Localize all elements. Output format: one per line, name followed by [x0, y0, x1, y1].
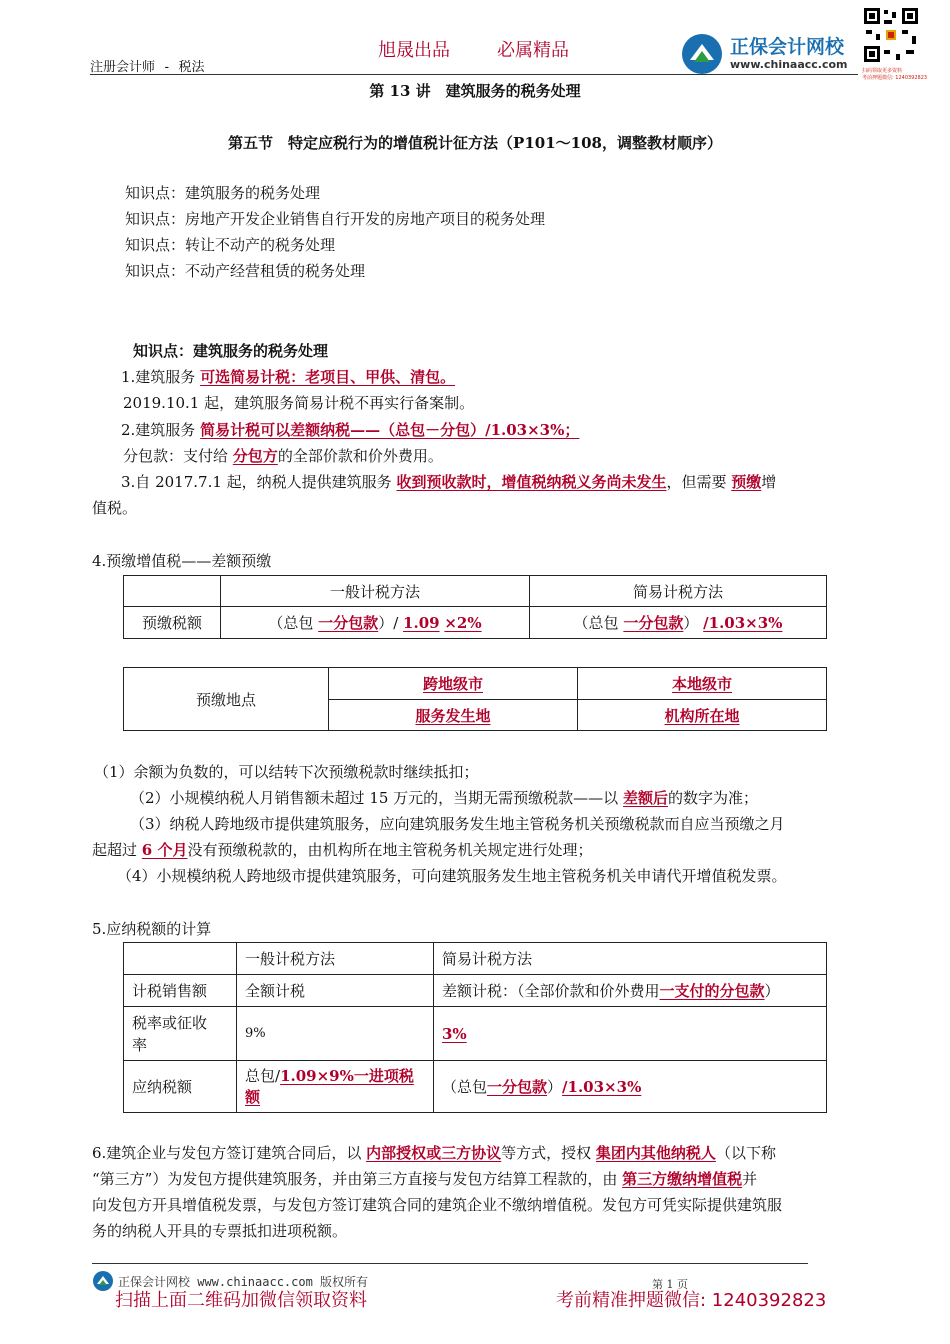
para-6-line-3: 向发包方开具增值税发票，与发包方签订建筑合同的建筑企业不缴纳增值税。发包方可凭实际提供建筑服	[92, 1196, 783, 1214]
brand-name: 正保会计网校	[730, 36, 845, 58]
para-1b: 2019.10.1 起，建筑服务简易计税不再实行备案制。	[123, 394, 475, 412]
table-cell	[578, 700, 827, 731]
prepay-location-table	[123, 667, 827, 731]
cell-highlight: 机构所在地	[664, 706, 740, 725]
para-6-highlight-1: 内部授权或三方协议	[366, 1144, 502, 1162]
para-4	[121, 472, 776, 492]
cell-highlight: /1.03×3%	[703, 614, 783, 632]
cell-text: 税率或征收	[132, 1013, 208, 1032]
table-row-label: 应纳税额	[124, 1061, 237, 1113]
kp-heading: 知识点：建筑服务的税务处理	[133, 342, 329, 360]
para-1-highlight: 可选简易计税：老项目、甲供、清包。	[200, 368, 456, 386]
table-row-label: 预缴税额	[124, 607, 221, 639]
para-2-text: 2.建筑服务	[121, 421, 196, 439]
para-6-line-2	[92, 1169, 757, 1189]
note-2-highlight: 差额后	[622, 789, 668, 807]
note-3-cont	[92, 840, 592, 860]
cell-highlight: ×2%	[444, 614, 482, 632]
table-cell	[434, 1061, 827, 1113]
prepay-amount-table	[123, 575, 827, 639]
table-cell	[221, 607, 530, 639]
footer-promo-right: 考前精准押题微信: 1240392823	[556, 1290, 827, 1311]
cell-highlight: 本地级市	[671, 675, 732, 693]
note-4: （4）小规模纳税人跨地级市提供建筑服务，可向建筑服务发生地主管税务机关申请代开增值税发票。	[117, 867, 787, 885]
para-4-highlight-1: 收到预收款时，增值税纳税义务尚未发生	[396, 473, 667, 491]
footer-rule	[92, 1263, 808, 1264]
footer-page-number: 第 1 页	[652, 1278, 688, 1291]
table-header: 一般计税方法	[221, 576, 530, 607]
footer-promo-left: 扫描上面二维码加微信领取资料	[115, 1290, 367, 1311]
cell-text: ）/	[378, 614, 399, 632]
table-row-label: 预缴地点	[124, 668, 329, 731]
footer-copyright: 正保会计网校 www.chinaacc.com 版权所有	[118, 1275, 369, 1289]
table-cell: 9%	[237, 1007, 434, 1061]
cell-highlight: /1.03×3%	[562, 1078, 642, 1096]
para-2-highlight: 简易计税可以差额纳税——（总包－分包）/1.03×3%；	[200, 421, 580, 439]
table-cell	[237, 1061, 434, 1113]
cell-highlight: 跨地级市	[422, 675, 483, 693]
cell-highlight: 一支付的分包款	[659, 982, 765, 1000]
section-4-title: 4.预缴增值税——差额预缴	[92, 552, 272, 570]
cell-text: （总包	[573, 614, 619, 632]
cell-text: 差额计税：（全部价款和价外费用	[442, 982, 660, 1000]
table-cell: 全额计税	[237, 975, 434, 1007]
para-6-text-c: （以下称	[715, 1144, 776, 1162]
cell-text: 率	[132, 1035, 148, 1054]
cell-text: ）	[547, 1078, 563, 1096]
qr-code[interactable]	[862, 6, 928, 86]
note-2-text: （2）小规模纳税人月销售额未超过 15 万元的，当期无需预缴税款——以	[130, 789, 619, 807]
note-2-suffix: 的数字为准；	[667, 789, 758, 807]
para-4-text-c: 增	[761, 473, 777, 491]
section-title: 第五节 特定应税行为的增值税计征方法（P101～108，调整教材顺序）	[228, 134, 722, 152]
cell-highlight: 1.09	[403, 614, 440, 632]
para-6-text-e: 并	[742, 1170, 758, 1188]
knowledge-item: 知识点：建筑服务的税务处理	[125, 184, 321, 202]
qr-note-1: 扫码领取更多资料	[862, 68, 903, 74]
para-6-highlight-2: 集团内其他纳税人	[595, 1144, 716, 1162]
qr-note-2: 考前押题微信: 1240392823	[862, 75, 928, 81]
cell-highlight: 服务发生地	[415, 706, 491, 725]
table-cell	[434, 975, 827, 1007]
brand-logo-icon	[680, 32, 724, 76]
qr-code-icon	[862, 6, 920, 64]
cell-highlight: 一分包款	[623, 614, 684, 632]
para-4-cont: 值税。	[92, 499, 138, 517]
footer-logo-icon	[92, 1270, 114, 1292]
knowledge-item: 知识点：不动产经营租赁的税务处理	[125, 262, 366, 280]
table-cell	[329, 700, 578, 731]
cell-text: ）	[683, 614, 699, 632]
lecture-title: 第 13 讲 建筑服务的税务处理	[369, 82, 581, 100]
section-5-title: 5.应纳税额的计算	[92, 920, 212, 938]
table-header: 一般计税方法	[237, 943, 434, 975]
note-3-highlight: 6 个月	[141, 841, 188, 859]
table-cell	[329, 668, 578, 700]
note-2	[130, 788, 758, 808]
note-1: （1）余额为负数的，可以结转下次预缴税款时继续抵扣；	[94, 763, 479, 781]
knowledge-item: 知识点：房地产开发企业销售自行开发的房地产项目的税务处理	[125, 210, 546, 228]
table-cell	[124, 576, 221, 607]
tax-calc-table	[123, 942, 827, 1113]
para-4-text-b: ，但需要	[666, 473, 727, 491]
cell-text: 总包/	[245, 1066, 281, 1085]
para-6-text-d: “第三方”）为发包方提供建筑服务，并由第三方直接与发包方结算工程款的，由	[92, 1170, 618, 1188]
para-1	[121, 367, 455, 387]
para-6-line-4: 务的纳税人开具的专票抵扣进项税额。	[92, 1222, 348, 1240]
note-3: （3）纳税人跨地级市提供建筑服务，应向建筑服务发生地主管税务机关预缴税款而自应当预缴之月	[130, 815, 785, 833]
para-6-text-b: 等方式，授权	[501, 1144, 592, 1162]
para-6	[92, 1143, 776, 1163]
table-cell	[124, 943, 237, 975]
knowledge-item: 知识点：转让不动产的税务处理	[125, 236, 336, 254]
cell-text: （总包	[442, 1078, 488, 1096]
cell-highlight: 一分包款	[318, 614, 379, 632]
para-3-highlight: 分包方	[232, 447, 278, 465]
para-1-text: 1.建筑服务	[121, 368, 196, 386]
cell-text: （总包	[268, 614, 314, 632]
para-4-highlight-2: 预缴	[731, 473, 762, 491]
slogan-2: 必属精品	[497, 40, 569, 61]
note-3-suffix: 没有预缴税款的，由机构所在地主管税务机关规定进行处理；	[187, 841, 593, 859]
para-6-highlight-3: 第三方缴纳增值税	[622, 1170, 743, 1188]
table-row-label	[124, 1007, 237, 1061]
para-4-text: 3.自 2017.7.1 起，纳税人提供建筑服务	[121, 473, 392, 491]
note-3-text: 起超过	[92, 841, 138, 859]
slogan-1: 旭晟出品	[378, 40, 450, 61]
para-3-text: 分包款：支付给	[123, 447, 229, 465]
para-2	[121, 420, 579, 440]
table-cell	[530, 607, 827, 639]
cell-highlight: 1.09×9%一进项税	[280, 1066, 414, 1085]
cell-highlight: 3%	[442, 1024, 467, 1043]
brand-url: www.chinaacc.com	[730, 58, 848, 71]
table-cell	[578, 668, 827, 700]
cell-highlight: 额	[245, 1087, 261, 1106]
para-3-suffix: 的全部价款和价外费用。	[277, 447, 443, 465]
header-left-title: 注册会计师 - 税法	[90, 60, 205, 75]
cell-text: ）	[764, 982, 780, 1000]
table-row-label: 计税销售额	[124, 975, 237, 1007]
table-header: 简易计税方法	[530, 576, 827, 607]
table-header: 简易计税方法	[434, 943, 827, 975]
table-cell	[434, 1007, 827, 1061]
brand-logo	[680, 32, 860, 76]
para-3	[123, 446, 443, 466]
cell-highlight: 一分包款	[487, 1078, 548, 1096]
para-6-text: 6.建筑企业与发包方签订建筑合同后，以	[92, 1144, 362, 1162]
